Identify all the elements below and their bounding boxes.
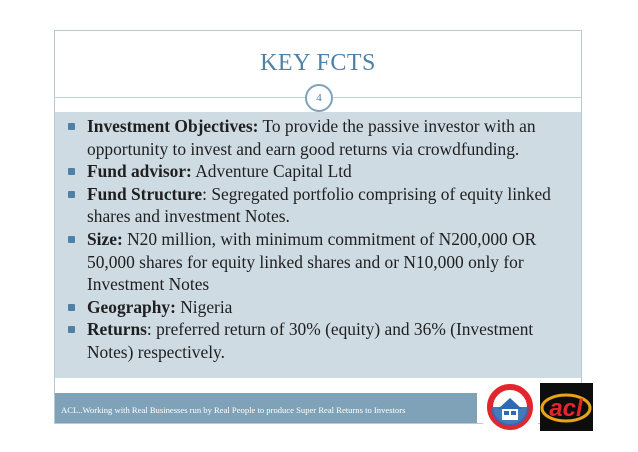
- bullet-label: Geography:: [87, 296, 176, 317]
- logo-house-window: [504, 411, 509, 415]
- slide-title: KEY FCTS: [260, 50, 376, 76]
- bullet-label: Fund Structure: [87, 183, 203, 204]
- square-bullet-icon: [68, 168, 75, 175]
- square-bullet-icon: [68, 304, 75, 311]
- bullet-label: Returns: [87, 319, 147, 340]
- bullet-label: Investment Objectives:: [87, 116, 259, 136]
- bullet-text: Nigeria: [175, 296, 233, 317]
- list-item: [68, 318, 573, 363]
- page-number-badge: 4: [305, 84, 333, 112]
- list-item: [68, 296, 573, 319]
- list-item: [68, 160, 573, 183]
- acl-logo: [483, 383, 593, 431]
- key-facts-list: [68, 115, 573, 364]
- bullet-label: Size:: [87, 228, 123, 249]
- square-bullet-icon: [68, 191, 75, 198]
- list-item: [68, 115, 573, 160]
- square-bullet-icon: [68, 123, 75, 130]
- bullet-text: To provide the passive investor with an opportunity to invest and earn good returns via crowdfunding.: [87, 116, 536, 159]
- square-bullet-icon: [68, 326, 75, 333]
- bullet-text: : preferred return of 30% (equity) and 36% (Investment Notes) respectively.: [87, 319, 534, 362]
- bullet-text: Adventure Capital Ltd: [191, 161, 352, 182]
- logo-house-window: [511, 411, 516, 415]
- square-bullet-icon: [68, 236, 75, 243]
- logo-wordmark: acl: [549, 395, 583, 422]
- bullet-label: Fund advisor:: [87, 161, 192, 182]
- list-item: [68, 228, 573, 296]
- list-item: [68, 183, 573, 228]
- acl-logo-graphic: [483, 383, 593, 431]
- bullet-text: N20 million, with minimum commitment of N200,000 OR 50,000 shares for equity linked shares and or N10,000 only for Investment Notes: [87, 228, 537, 295]
- footer-text: ACL..Working with Real Businesses run by Real People to produce Super Real Returns to Investors: [61, 405, 406, 415]
- bullet-text: : Segregated portfolio comprising of equity linked shares and investment Notes.: [87, 183, 551, 227]
